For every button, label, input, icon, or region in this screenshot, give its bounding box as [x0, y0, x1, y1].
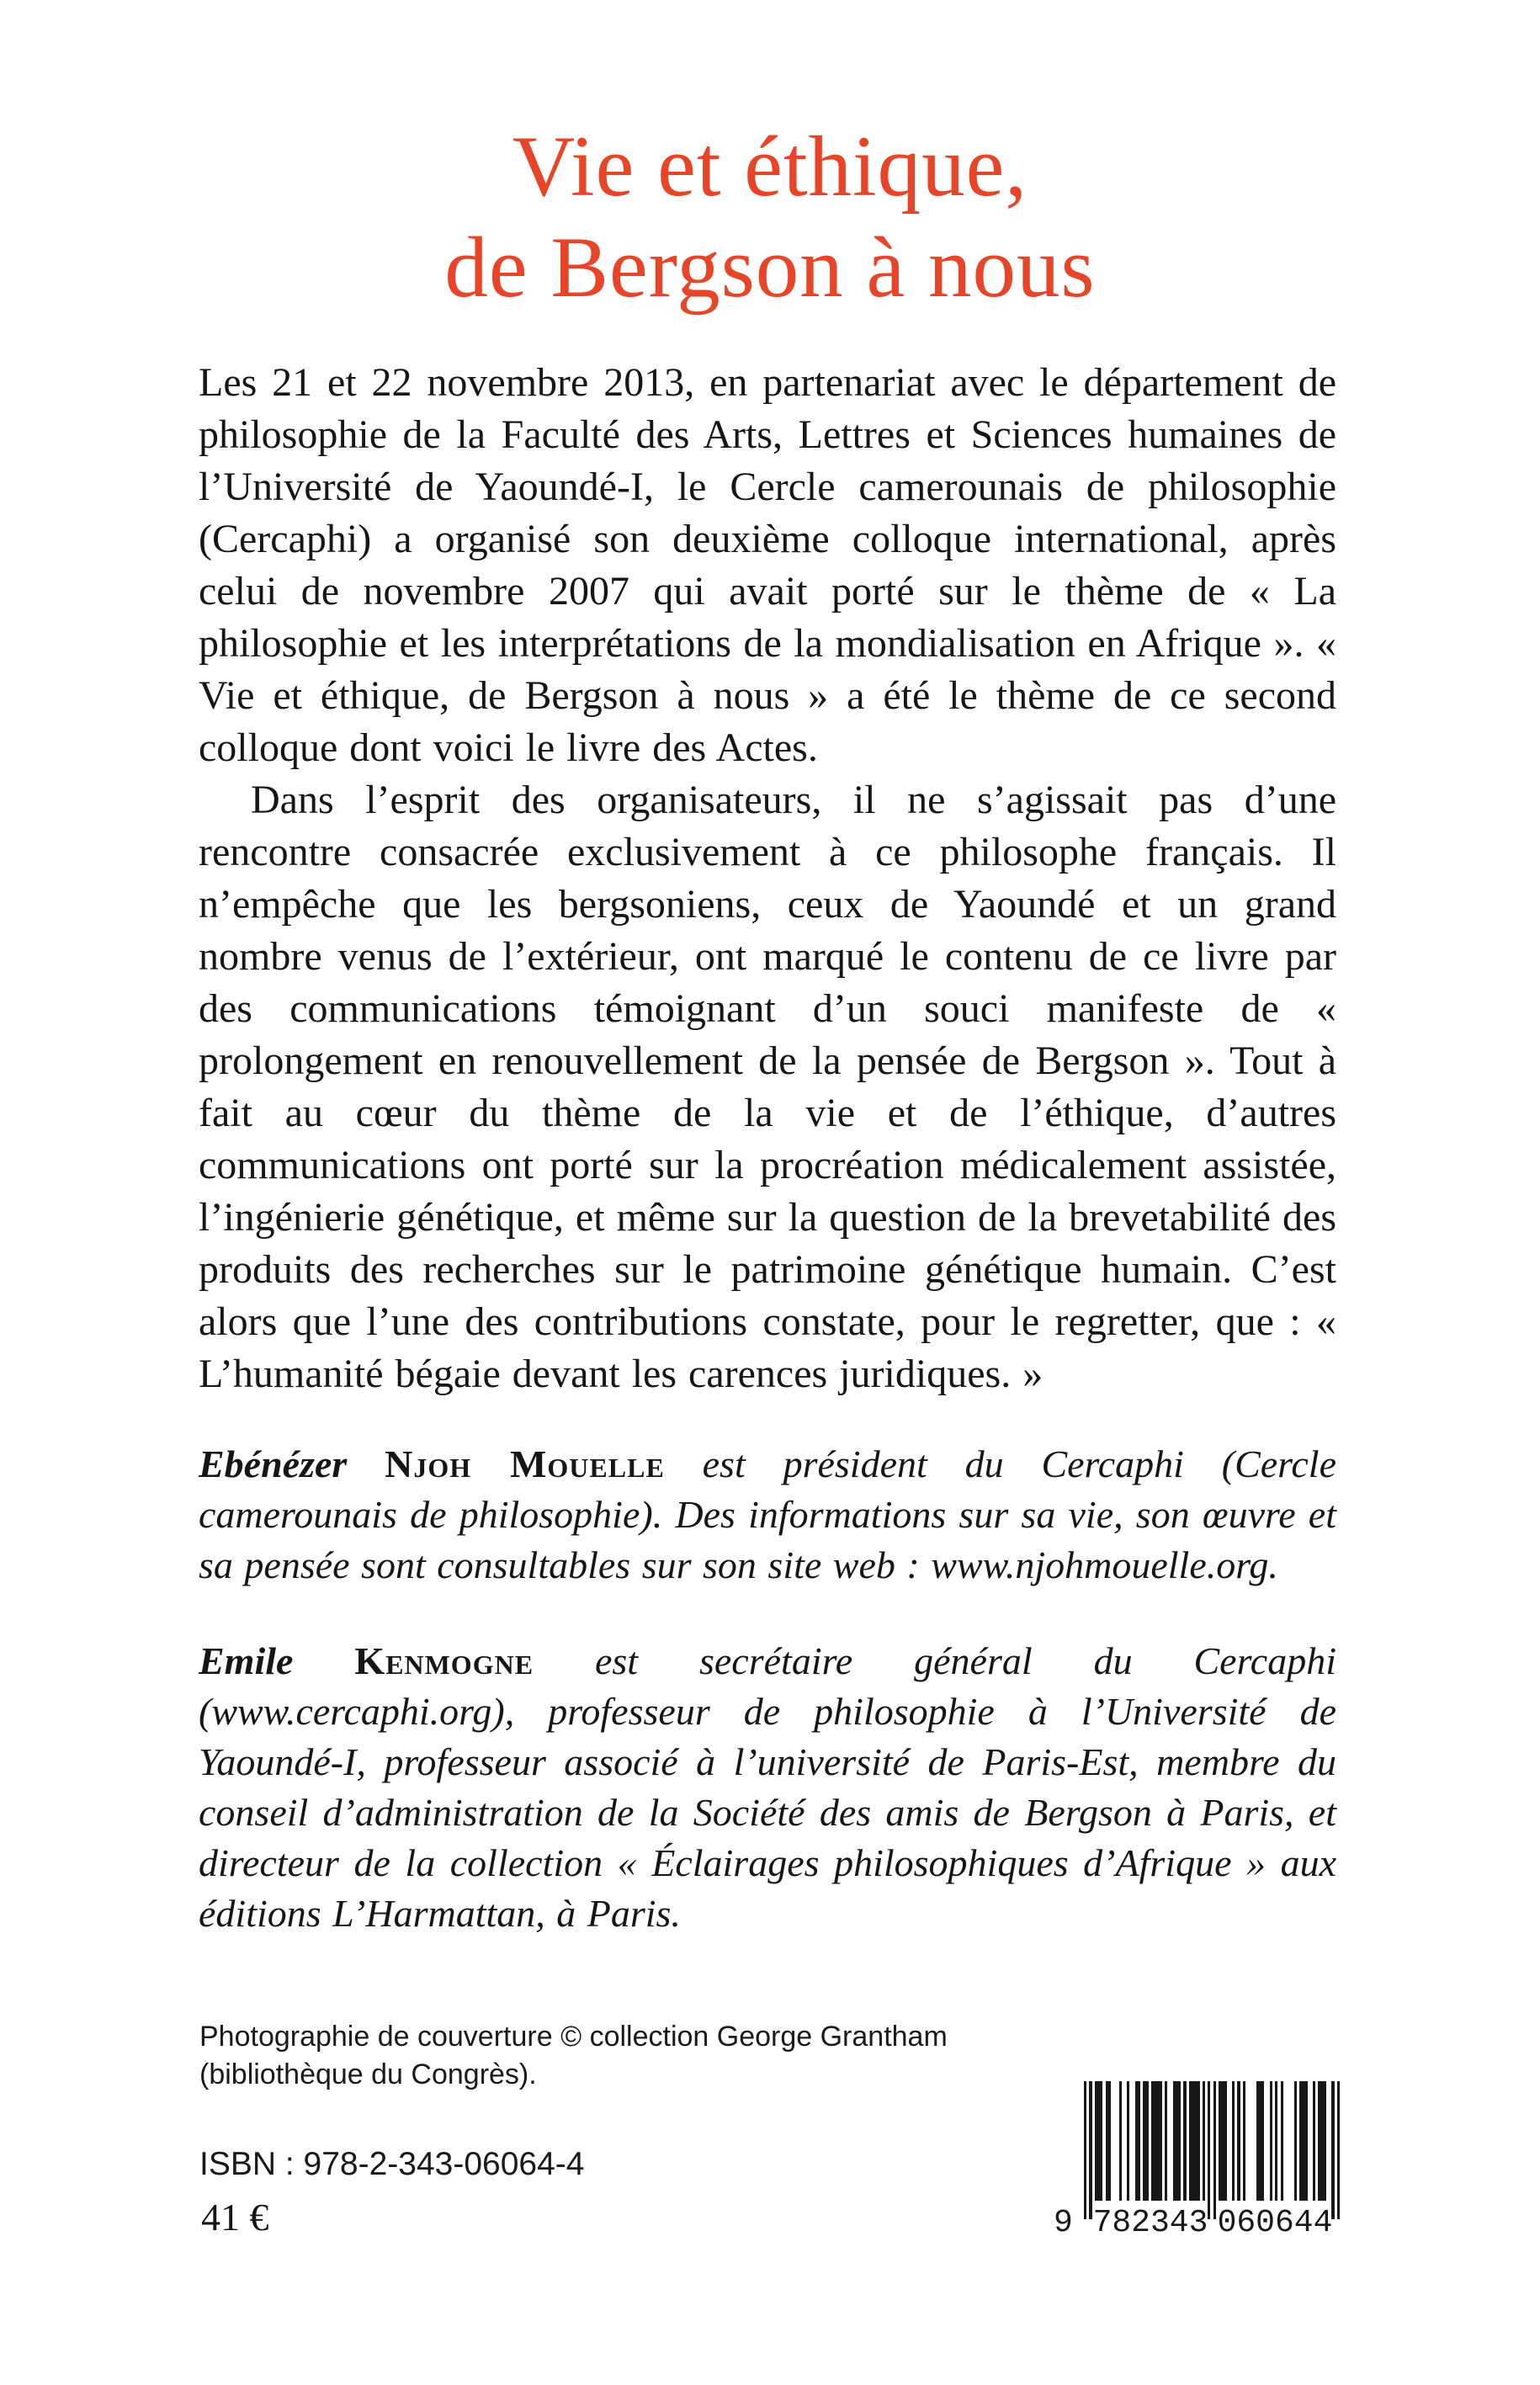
cover-photo-credit-line-2: (bibliothèque du Congrès).	[199, 2058, 537, 2090]
cover-photo-credit	[199, 2018, 948, 2094]
barcode	[1054, 2081, 1340, 2258]
barcode-digit-lead: 9	[1054, 2205, 1073, 2241]
summary-paragraph-1: Les 21 et 22 novembre 2013, en partenariat avec le département de philosophie de la Faculté des Arts, Lettres et Sciences humaines de l’Université de Yaoundé-I, le Cercle camerounais de philosophie (Cercaphi) a organisé son deuxième colloque international, après celui de novembre 2007 qui avait porté sur le thème de « La philosophie et les interprétations de la mondialisation en Afrique ». « Vie et éthique, de Bergson à nous » a été le thème de ce second colloque dont voici le livre des Actes.	[199, 360, 1336, 770]
author-bio-kenmogne	[199, 1636, 1336, 1939]
author-bio-text: est président du Cercaphi (Cercle camerounais de philosophie). Des informations sur sa vie, son œuvre et sa pensée sont consultables sur son site web : www.njohmouelle.org.	[199, 1442, 1336, 1586]
summary-paragraph-2: Dans l’esprit des organisateurs, il ne s’agissait pas d’une rencontre consacrée exclusivement à ce philosophe français. Il n’empêche que les bergsoniens, ceux de Yaoundé et un grand nombre venus de l’extérieur, ont marqué le contenu de ce livre par des communications témoignant d’un souci manifeste de « prolongement en renouvellement de la pensée de Bergson ». Tout à fait au cœur du thème de la vie et de l’éthique, d’autres communications ont porté sur la procréation médicalement assistée, l’ingénierie génétique, et même sur la question de la brevetabilité des produits des recherches sur le patrimoine génétique humain. C’est alors que l’une des contributions constate, pour le regretter, que : « L’humanité bégaie devant les carences juridiques. »	[199, 778, 1336, 1396]
cover-photo-credit-line-1: Photographie de couverture © collection George Grantham	[199, 2021, 948, 2053]
book-title-line-2: de Bergson à nous	[444, 220, 1096, 316]
price-label: 41 €	[201, 2196, 269, 2239]
barcode-digits-right: 060644	[1217, 2205, 1333, 2241]
book-title-line-1: Vie et éthique,	[512, 119, 1028, 215]
author-bio-text: est secrétaire général du Cercaphi (www.cercaphi.org), professeur de philosophie à l’Université de Yaoundé-I, professeur associé à l’université de Paris-Est, membre du conseil d’administration de la Société des amis de Bergson à Paris, et directeur de la collection « Éclairages philosophiques d’Afrique » aux éditions L’Harmattan, à Paris.	[199, 1639, 1336, 1935]
author-bio-njoh-mouelle	[199, 1439, 1336, 1591]
author-first-name: Emile	[199, 1639, 355, 1682]
author-last-name: Njoh Mouelle	[385, 1442, 665, 1485]
book-title	[0, 116, 1540, 318]
barcode-digits	[1054, 2204, 1340, 2246]
barcode-digits-left: 782343	[1092, 2205, 1208, 2241]
isbn-label: ISBN : 978-2-343-06064-4	[199, 2146, 585, 2182]
back-cover-text	[199, 357, 1336, 1939]
author-first-name: Ebénézer	[199, 1442, 385, 1485]
author-last-name: Kenmogne	[354, 1639, 534, 1682]
